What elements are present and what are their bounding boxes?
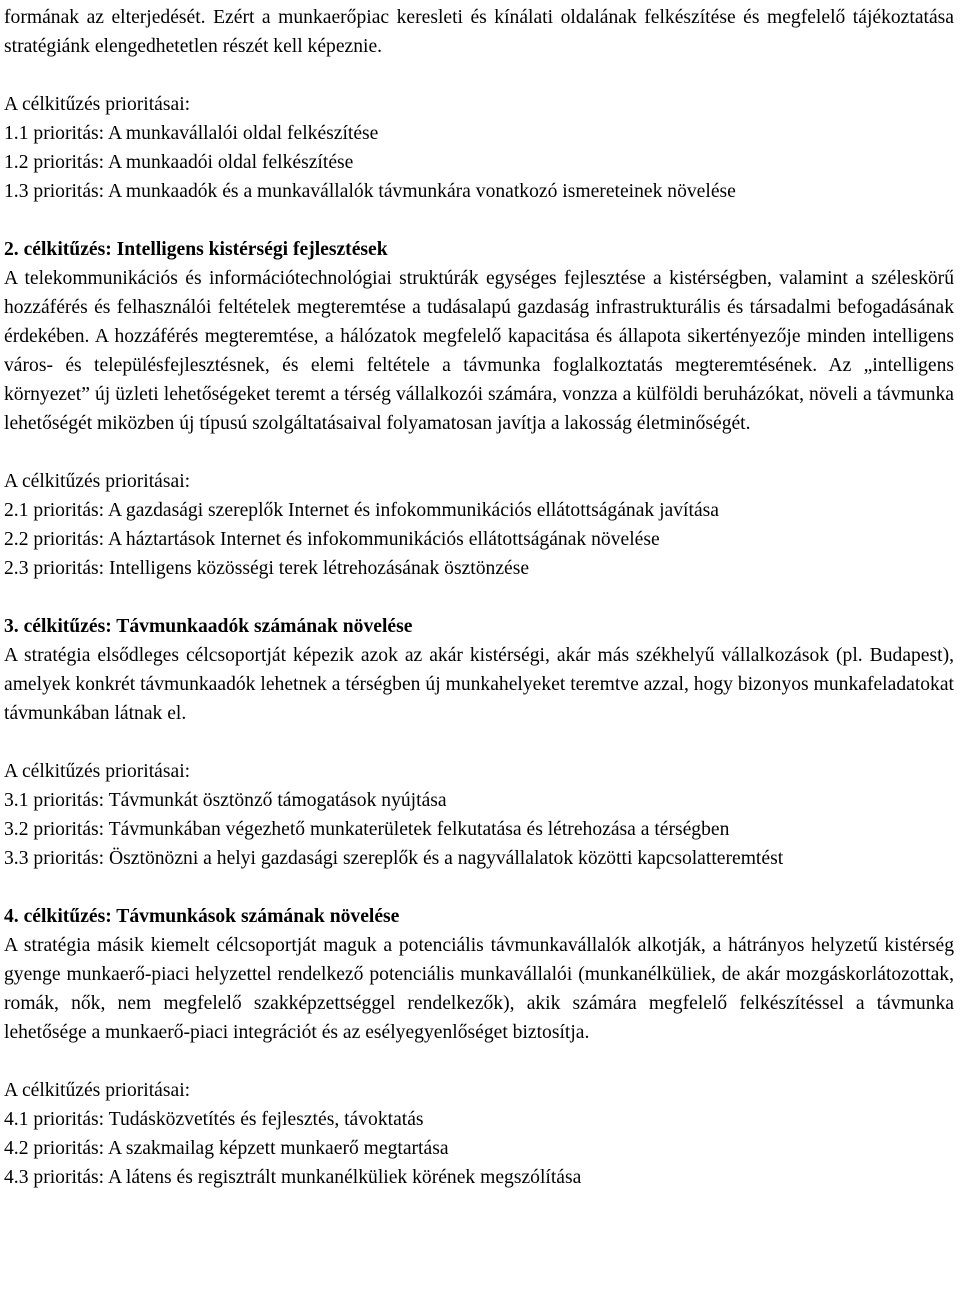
priority-item: 4.3 prioritás: A látens és regisztrált munkanélküliek körének megszólítása xyxy=(4,1167,582,1188)
priority-item: 1.3 prioritás: A munkaadók és a munkavállalók távmunkára vonatkozó ismereteinek növelése xyxy=(4,181,736,202)
section-3 xyxy=(4,612,954,873)
priorities-label: A célkitűzés prioritásai: xyxy=(4,94,191,115)
priority-item: 1.2 prioritás: A munkaadói oldal felkészítése xyxy=(4,152,354,173)
section-heading: 4. célkitűzés: Távmunkások számának növelése xyxy=(4,906,400,927)
priority-item: 2.3 prioritás: Intelligens közösségi terek létrehozásának ösztönzése xyxy=(4,558,530,579)
spacer xyxy=(4,438,954,467)
spacer xyxy=(4,583,954,612)
section-1-priorities xyxy=(4,90,954,206)
spacer xyxy=(4,61,954,90)
priorities-label: A célkitűzés prioritásai: xyxy=(4,471,191,492)
priority-item: 3.2 prioritás: Távmunkában végezhető munkaterületek felkutatása és létrehozása a térségben xyxy=(4,819,730,840)
priority-item: 1.1 prioritás: A munkavállalói oldal felkészítése xyxy=(4,123,379,144)
section-2 xyxy=(4,235,954,583)
spacer xyxy=(4,206,954,235)
section-heading: 3. célkitűzés: Távmunkaadók számának növelése xyxy=(4,616,413,637)
priorities-label: A célkitűzés prioritásai: xyxy=(4,761,191,782)
section-paragraph: A telekommunikációs és információtechnológiai struktúrák egységes fejlesztése a kistérségben, valamint a széleskörű hozzáférés és felhasználói feltételek megteremtése a tudásalapú gazdaság infrastrukturális és társadalmi befogadásának érdekében. A hozzáférés megteremtése, a hálózatok megfelelő kapacitása és állapota sikertényezője minden intelligens város- és településfejlesztésnek, és elemi feltétele a távmunka foglalkoztatás megteremtésének. Az „intelligens környezet” új üzleti lehetőségeket teremt a térség vállalkozói számára, vonzza a külföldi beruházókat, növeli a távmunka lehetőségét miközben új típusú szolgáltatásaival folyamatosan javítja a lakosság életminőségét. xyxy=(4,268,954,434)
priorities-label: A célkitűzés prioritásai: xyxy=(4,1080,191,1101)
priority-item: 3.3 prioritás: Ösztönözni a helyi gazdasági szereplők és a nagyvállalatok közötti kapcsolatteremtést xyxy=(4,848,784,869)
priority-item: 4.1 prioritás: Tudásközvetítés és fejlesztés, távoktatás xyxy=(4,1109,424,1130)
priority-item: 3.1 prioritás: Távmunkát ösztönző támogatások nyújtása xyxy=(4,790,447,811)
spacer xyxy=(4,873,954,902)
section-4 xyxy=(4,902,954,1192)
priority-item: 2.1 prioritás: A gazdasági szereplők Internet és infokommunikációs ellátottságának javítása xyxy=(4,500,719,521)
intro-paragraph: formának az elterjedését. Ezért a munkaerőpiac keresleti és kínálati oldalának felkészítése és megfelelő tájékoztatása stratégiánk elengedhetetlen részét kell képeznie. xyxy=(4,7,954,57)
section-paragraph: A stratégia másik kiemelt célcsoportját maguk a potenciális távmunkavállalók alkotják, a hátrányos helyzetű kistérség gyenge munkaerő-piaci helyzettel rendelkező potenciális munkavállalói (munkanélküliek, de akár mozgáskorlátozottak, romák, nők, nem megfelelő szakképzettséggel rendelkezők), akik számára megfelelő felkészítéssel a távmunka lehetősége a munkaerő-piaci integrációt és az esélyegyenlőséget biztosítja. xyxy=(4,935,954,1043)
spacer xyxy=(4,1047,954,1076)
priority-item: 4.2 prioritás: A szakmailag képzett munkaerő megtartása xyxy=(4,1138,449,1159)
spacer xyxy=(4,728,954,757)
section-paragraph: A stratégia elsődleges célcsoportját képezik azok az akár kistérségi, akár más székhelyű vállalkozások (pl. Budapest), amelyek konkrét távmunkaadók lehetnek a térségben új munkahelyeket teremtve azzal, hogy bizonyos munkafeladatokat távmunkában látnak el. xyxy=(4,645,954,724)
section-heading: 2. célkitűzés: Intelligens kistérségi fejlesztések xyxy=(4,239,388,260)
priority-item: 2.2 prioritás: A háztartások Internet és infokommunikációs ellátottságának növelése xyxy=(4,529,660,550)
